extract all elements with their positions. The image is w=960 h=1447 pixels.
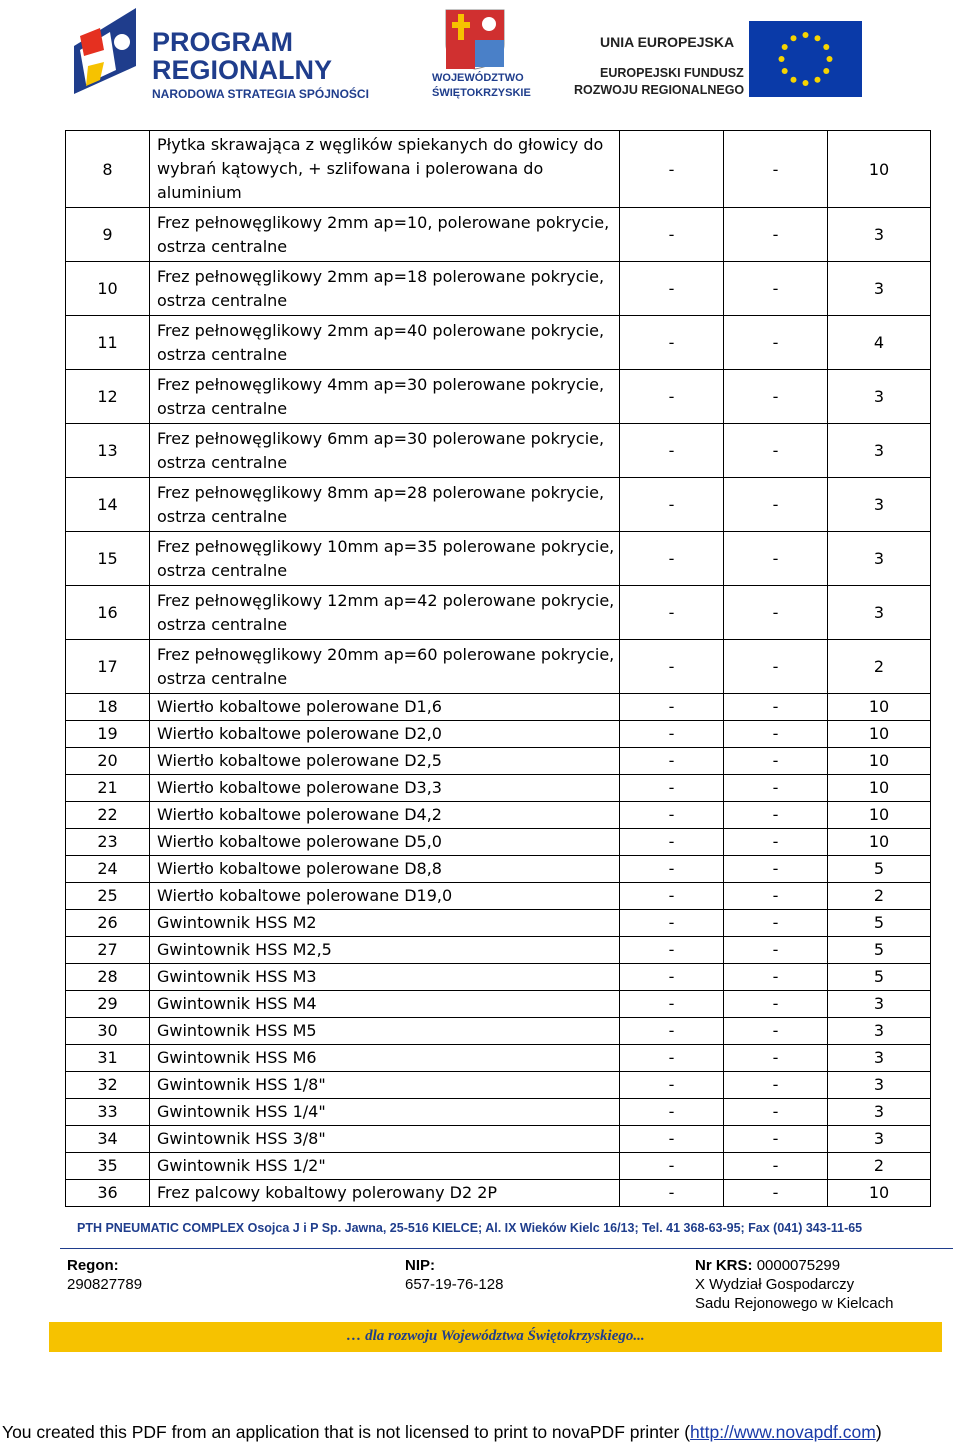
- item-name: Wiertło kobaltowe polerowane D19,0: [150, 883, 620, 910]
- col-a-value: -: [620, 640, 724, 694]
- table-row: [66, 1045, 931, 1072]
- quantity-value: 4: [828, 316, 931, 370]
- col-a-value: -: [620, 1180, 724, 1207]
- item-name: Wiertło kobaltowe polerowane D4,2: [150, 802, 620, 829]
- item-name: Wiertło kobaltowe polerowane D2,5: [150, 748, 620, 775]
- col-a-value: -: [620, 937, 724, 964]
- item-name: Frez pełnowęglikowy 2mm ap=40 polerowane pokrycie, ostrza centralne: [150, 316, 620, 370]
- quantity-value: 5: [828, 964, 931, 991]
- quantity-value: 3: [828, 1018, 931, 1045]
- row-number: 35: [66, 1153, 150, 1180]
- quantity-value: 3: [828, 262, 931, 316]
- row-number: 11: [66, 316, 150, 370]
- items-table: [65, 130, 931, 1207]
- col-b-value: -: [724, 1153, 828, 1180]
- quantity-value: 3: [828, 208, 931, 262]
- table-row: [66, 802, 931, 829]
- row-number: 31: [66, 1045, 150, 1072]
- quantity-value: 3: [828, 1045, 931, 1072]
- col-b-value: -: [724, 1072, 828, 1099]
- col-b-value: -: [724, 424, 828, 478]
- quantity-value: 3: [828, 1072, 931, 1099]
- novapdf-link[interactable]: http://www.novapdf.com: [690, 1422, 876, 1442]
- item-name: Wiertło kobaltowe polerowane D3,3: [150, 775, 620, 802]
- wojewodztwo-label-2: ŚWIĘTOKRZYSKIE: [432, 87, 531, 99]
- col-b-value: -: [724, 964, 828, 991]
- col-b-value: -: [724, 829, 828, 856]
- row-number: 16: [66, 586, 150, 640]
- table-row: [66, 1099, 931, 1126]
- row-number: 15: [66, 532, 150, 586]
- quantity-value: 10: [828, 1180, 931, 1207]
- quantity-value: 10: [828, 775, 931, 802]
- table-row: [66, 208, 931, 262]
- table-row: [66, 856, 931, 883]
- quantity-value: 5: [828, 937, 931, 964]
- item-name: Frez pełnowęglikowy 4mm ap=30 polerowane pokrycie, ostrza centralne: [150, 370, 620, 424]
- col-a-value: -: [620, 694, 724, 721]
- table-row: [66, 370, 931, 424]
- col-a-value: -: [620, 316, 724, 370]
- item-name: Płytka skrawająca z węglików spiekanych do głowicy do wybrań kątowych, + szlifowana i polerowana do aluminium: [150, 131, 620, 208]
- krs-line: [695, 1256, 840, 1275]
- row-number: 20: [66, 748, 150, 775]
- col-a-value: -: [620, 748, 724, 775]
- quantity-value: 3: [828, 586, 931, 640]
- col-b-value: -: [724, 1018, 828, 1045]
- row-number: 27: [66, 937, 150, 964]
- item-name: Frez pełnowęglikowy 2mm ap=10, polerowane pokrycie, ostrza centralne: [150, 208, 620, 262]
- col-b-value: -: [724, 262, 828, 316]
- col-b-value: -: [724, 1045, 828, 1072]
- row-number: 12: [66, 370, 150, 424]
- col-a-value: -: [620, 478, 724, 532]
- quantity-value: 3: [828, 478, 931, 532]
- col-a-value: -: [620, 1045, 724, 1072]
- row-number: 34: [66, 1126, 150, 1153]
- col-b-value: -: [724, 775, 828, 802]
- nip-label: NIP:: [405, 1257, 435, 1274]
- row-number: 28: [66, 964, 150, 991]
- item-name: Gwintownik HSS 3/8": [150, 1126, 620, 1153]
- table-row: [66, 532, 931, 586]
- footer-divider: [60, 1248, 953, 1249]
- wojewodztwo-crest-icon: [444, 8, 506, 70]
- ue-title: UNIA EUROPEJSKA: [600, 34, 735, 50]
- table-row: [66, 1180, 931, 1207]
- table-row: [66, 964, 931, 991]
- item-name: Gwintownik HSS M6: [150, 1045, 620, 1072]
- item-name: Frez pełnowęglikowy 10mm ap=35 polerowane pokrycie, ostrza centralne: [150, 532, 620, 586]
- item-name: Frez pełnowęglikowy 2mm ap=18 polerowane pokrycie, ostrza centralne: [150, 262, 620, 316]
- quantity-value: 3: [828, 370, 931, 424]
- table-row: [66, 262, 931, 316]
- table-row: [66, 586, 931, 640]
- row-number: 18: [66, 694, 150, 721]
- item-name: Gwintownik HSS M3: [150, 964, 620, 991]
- col-a-value: -: [620, 262, 724, 316]
- row-number: 24: [66, 856, 150, 883]
- quantity-value: 5: [828, 856, 931, 883]
- item-name: Gwintownik HSS M4: [150, 991, 620, 1018]
- quantity-value: 10: [828, 131, 931, 208]
- table-row: [66, 775, 931, 802]
- quantity-value: 3: [828, 424, 931, 478]
- row-number: 19: [66, 721, 150, 748]
- program-regionalny-logo: [70, 6, 140, 98]
- col-a-value: -: [620, 721, 724, 748]
- table-row: [66, 131, 931, 208]
- row-number: 13: [66, 424, 150, 478]
- program-title-1: PROGRAM: [152, 27, 293, 57]
- col-b-value: -: [724, 856, 828, 883]
- quantity-value: 2: [828, 1153, 931, 1180]
- col-b-value: -: [724, 1180, 828, 1207]
- court-line-1: X Wydział Gospodarczy: [695, 1276, 855, 1293]
- table-row: [66, 1018, 931, 1045]
- col-a-value: -: [620, 208, 724, 262]
- col-b-value: -: [724, 991, 828, 1018]
- col-a-value: -: [620, 1018, 724, 1045]
- col-a-value: -: [620, 1126, 724, 1153]
- table-row: [66, 883, 931, 910]
- item-name: Frez palcowy kobaltowy polerowany D2 2P: [150, 1180, 620, 1207]
- quantity-value: 3: [828, 532, 931, 586]
- row-number: 21: [66, 775, 150, 802]
- regon-label: Regon:: [67, 1257, 119, 1274]
- col-a-value: -: [620, 991, 724, 1018]
- col-a-value: -: [620, 829, 724, 856]
- col-b-value: -: [724, 586, 828, 640]
- table-row: [66, 748, 931, 775]
- item-name: Wiertło kobaltowe polerowane D8,8: [150, 856, 620, 883]
- col-a-value: -: [620, 910, 724, 937]
- table-row: [66, 1072, 931, 1099]
- quantity-value: 2: [828, 883, 931, 910]
- table-row: [66, 424, 931, 478]
- col-a-value: -: [620, 586, 724, 640]
- row-number: 8: [66, 131, 150, 208]
- eu-flag-icon: [749, 21, 862, 97]
- col-a-value: -: [620, 775, 724, 802]
- table-row: [66, 1153, 931, 1180]
- row-number: 32: [66, 1072, 150, 1099]
- quantity-value: 10: [828, 721, 931, 748]
- item-name: Frez pełnowęglikowy 6mm ap=30 polerowane pokrycie, ostrza centralne: [150, 424, 620, 478]
- table-row: [66, 694, 931, 721]
- row-number: 9: [66, 208, 150, 262]
- col-b-value: -: [724, 640, 828, 694]
- col-b-value: -: [724, 532, 828, 586]
- quantity-value: 5: [828, 910, 931, 937]
- col-b-value: -: [724, 721, 828, 748]
- nip-value: 657-19-76-128: [405, 1276, 504, 1293]
- table-row: [66, 640, 931, 694]
- item-name: Gwintownik HSS M2: [150, 910, 620, 937]
- row-number: 33: [66, 1099, 150, 1126]
- row-number: 10: [66, 262, 150, 316]
- col-b-value: -: [724, 370, 828, 424]
- row-number: 22: [66, 802, 150, 829]
- col-b-value: -: [724, 1126, 828, 1153]
- col-a-value: -: [620, 856, 724, 883]
- item-name: Wiertło kobaltowe polerowane D2,0: [150, 721, 620, 748]
- col-b-value: -: [724, 316, 828, 370]
- col-a-value: -: [620, 802, 724, 829]
- table-row: [66, 829, 931, 856]
- item-name: Frez pełnowęglikowy 8mm ap=28 polerowane pokrycie, ostrza centralne: [150, 478, 620, 532]
- quantity-value: 2: [828, 640, 931, 694]
- col-b-value: -: [724, 131, 828, 208]
- col-b-value: -: [724, 1099, 828, 1126]
- row-number: 14: [66, 478, 150, 532]
- col-a-value: -: [620, 964, 724, 991]
- row-number: 29: [66, 991, 150, 1018]
- table-row: [66, 991, 931, 1018]
- novapdf-text: You created this PDF from an application that is not licensed to print to novaPDF printer (: [2, 1422, 691, 1442]
- item-name: Gwintownik HSS M2,5: [150, 937, 620, 964]
- company-line: PTH PNEUMATIC COMPLEX Osojca J i P Sp. Jawna, 25-516 KIELCE; Al. IX Wieków Kielc 16/13; Tel. 41 368-63-95; Fax (041) 343-11-65: [77, 1221, 863, 1235]
- item-name: Wiertło kobaltowe polerowane D1,6: [150, 694, 620, 721]
- table-row: [66, 721, 931, 748]
- novapdf-close: ): [875, 1422, 882, 1442]
- row-number: 26: [66, 910, 150, 937]
- quantity-value: 3: [828, 1099, 931, 1126]
- slogan-text: … dla rozwoju Województwa Świętokrzyskiego...: [346, 1328, 645, 1344]
- table-row: [66, 478, 931, 532]
- row-number: 36: [66, 1180, 150, 1207]
- program-title-2: REGIONALNY: [152, 55, 333, 85]
- quantity-value: 10: [828, 748, 931, 775]
- regon-value: 290827789: [67, 1276, 143, 1293]
- quantity-value: 10: [828, 829, 931, 856]
- row-number: 17: [66, 640, 150, 694]
- quantity-value: 10: [828, 694, 931, 721]
- col-a-value: -: [620, 1099, 724, 1126]
- wojewodztwo-label-1: WOJEWÓDZTWO: [432, 72, 524, 84]
- quantity-value: 3: [828, 991, 931, 1018]
- program-subtitle: NARODOWA STRATEGIA SPÓJNOŚCI: [152, 87, 369, 101]
- slogan-bar: [49, 1322, 942, 1352]
- item-name: Gwintownik HSS M5: [150, 1018, 620, 1045]
- col-a-value: -: [620, 1153, 724, 1180]
- table-row: [66, 937, 931, 964]
- col-b-value: -: [724, 694, 828, 721]
- col-b-value: -: [724, 748, 828, 775]
- col-a-value: -: [620, 131, 724, 208]
- col-a-value: -: [620, 532, 724, 586]
- col-b-value: -: [724, 208, 828, 262]
- ue-fund-1: EUROPEJSKI FUNDUSZ: [600, 66, 744, 80]
- table-row: [66, 910, 931, 937]
- col-a-value: -: [620, 883, 724, 910]
- quantity-value: 3: [828, 1126, 931, 1153]
- col-a-value: -: [620, 370, 724, 424]
- item-name: Gwintownik HSS 1/4": [150, 1099, 620, 1126]
- quantity-value: 10: [828, 802, 931, 829]
- table-row: [66, 1126, 931, 1153]
- item-name: Frez pełnowęglikowy 12mm ap=42 polerowane pokrycie, ostrza centralne: [150, 586, 620, 640]
- col-b-value: -: [724, 883, 828, 910]
- col-b-value: -: [724, 937, 828, 964]
- item-name: Gwintownik HSS 1/2": [150, 1153, 620, 1180]
- table-row: [66, 316, 931, 370]
- row-number: 25: [66, 883, 150, 910]
- item-name: Gwintownik HSS 1/8": [150, 1072, 620, 1099]
- col-a-value: -: [620, 1072, 724, 1099]
- item-name: Frez pełnowęglikowy 20mm ap=60 polerowane pokrycie, ostrza centralne: [150, 640, 620, 694]
- krs-label: Nr KRS:: [695, 1257, 753, 1274]
- col-a-value: -: [620, 424, 724, 478]
- novapdf-notice: [2, 1422, 882, 1443]
- col-b-value: -: [724, 802, 828, 829]
- row-number: 23: [66, 829, 150, 856]
- header: [0, 0, 960, 110]
- krs-value: 0000075299: [756, 1257, 841, 1274]
- col-b-value: -: [724, 478, 828, 532]
- row-number: 30: [66, 1018, 150, 1045]
- item-name: Wiertło kobaltowe polerowane D5,0: [150, 829, 620, 856]
- court-line-2: Sadu Rejonowego w Kielcach: [695, 1295, 894, 1312]
- ue-fund-2: ROZWOJU REGIONALNEGO: [574, 83, 745, 97]
- col-b-value: -: [724, 910, 828, 937]
